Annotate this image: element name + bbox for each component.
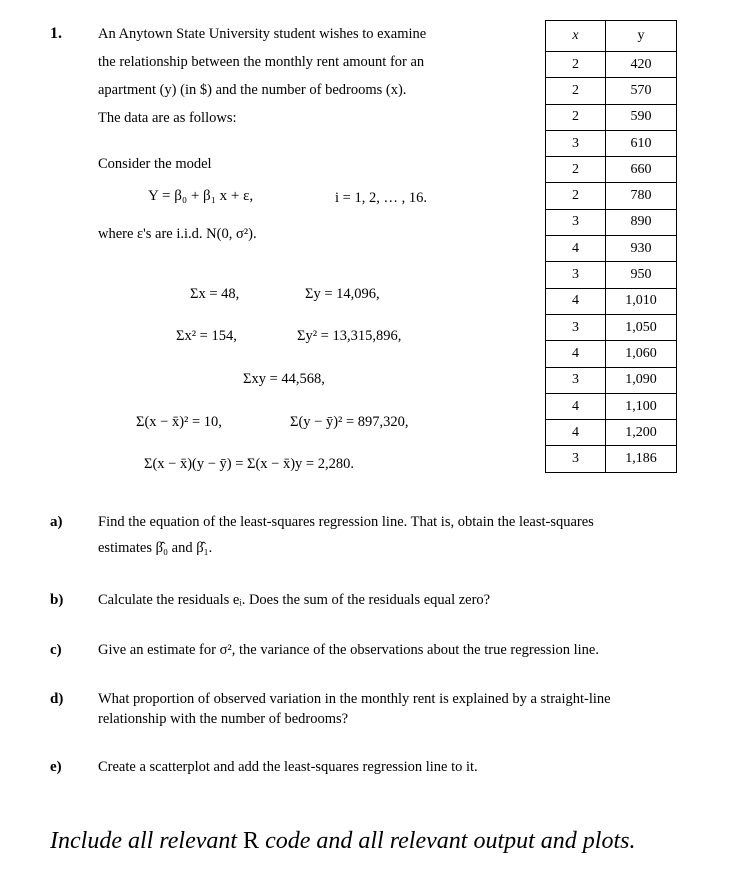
header-y: y bbox=[606, 21, 677, 52]
table-row bbox=[546, 446, 677, 472]
table-row bbox=[546, 209, 677, 235]
table-header-row bbox=[546, 21, 677, 52]
table-row bbox=[546, 104, 677, 130]
intro-line: The data are as follows: bbox=[98, 110, 237, 126]
cell-y: 1,090 bbox=[606, 367, 677, 393]
cell-y: 1,010 bbox=[606, 288, 677, 314]
table-row bbox=[546, 78, 677, 104]
cell-y: 420 bbox=[606, 52, 677, 78]
table-row bbox=[546, 393, 677, 419]
table-row bbox=[546, 341, 677, 367]
table-row bbox=[546, 367, 677, 393]
part-e-label: e) bbox=[50, 759, 62, 775]
cell-y: 930 bbox=[606, 236, 677, 262]
consider-text: Consider the model bbox=[98, 156, 212, 172]
cell-y: 1,100 bbox=[606, 393, 677, 419]
cell-y: 570 bbox=[606, 78, 677, 104]
part-a-text: Find the equation of the least-squares regression line. That is, obtain the least-squares bbox=[98, 514, 594, 530]
sum-y: Σy = 14,096, bbox=[305, 286, 380, 302]
cell-x: 4 bbox=[546, 393, 606, 419]
cell-x: 2 bbox=[546, 157, 606, 183]
cell-x: 3 bbox=[546, 446, 606, 472]
closing-instruction bbox=[50, 828, 635, 855]
cell-x: 4 bbox=[546, 420, 606, 446]
cell-x: 3 bbox=[546, 367, 606, 393]
cell-x: 3 bbox=[546, 130, 606, 156]
cell-x: 2 bbox=[546, 183, 606, 209]
cell-x: 3 bbox=[546, 314, 606, 340]
cell-y: 610 bbox=[606, 130, 677, 156]
part-d-text: relationship with the number of bedrooms? bbox=[98, 711, 349, 727]
cell-y: 590 bbox=[606, 104, 677, 130]
cell-x: 3 bbox=[546, 209, 606, 235]
closing-text-after: code and all relevant output and plots. bbox=[259, 828, 636, 854]
sum-xy: Σxy = 44,568, bbox=[243, 371, 325, 387]
syy: Σ(y − ȳ)² = 897,320, bbox=[290, 414, 409, 430]
cell-x: 2 bbox=[546, 104, 606, 130]
cell-x: 3 bbox=[546, 262, 606, 288]
index-range: i = 1, 2, … , 16. bbox=[335, 190, 427, 206]
intro-line: apartment (y) (in $) and the number of bedrooms (x). bbox=[98, 82, 407, 98]
intro-line: An Anytown State University student wishes to examine bbox=[98, 26, 427, 42]
table-row bbox=[546, 420, 677, 446]
cell-y: 1,200 bbox=[606, 420, 677, 446]
cell-x: 4 bbox=[546, 236, 606, 262]
cell-y: 1,050 bbox=[606, 314, 677, 340]
table-row bbox=[546, 262, 677, 288]
sum-y-squared: Σy² = 13,315,896, bbox=[297, 328, 402, 344]
table-row bbox=[546, 314, 677, 340]
cell-y: 950 bbox=[606, 262, 677, 288]
part-b-text: Calculate the residuals eᵢ. Does the sum of the residuals equal zero? bbox=[98, 592, 491, 608]
table-row bbox=[546, 288, 677, 314]
closing-text-before: Include all relevant bbox=[50, 828, 244, 854]
cell-y: 660 bbox=[606, 157, 677, 183]
closing-code-word: R bbox=[243, 828, 260, 854]
problem-number: 1. bbox=[50, 25, 62, 42]
sum-x-squared: Σx² = 154, bbox=[176, 328, 237, 344]
table-row bbox=[546, 52, 677, 78]
cell-x: 4 bbox=[546, 288, 606, 314]
part-e-text: Create a scatterplot and add the least-squares regression line to it. bbox=[98, 759, 478, 775]
table-row bbox=[546, 236, 677, 262]
cell-x: 2 bbox=[546, 52, 606, 78]
part-a-text: estimates β̂₀ and β̂₁. bbox=[98, 540, 213, 556]
part-b-label: b) bbox=[50, 592, 64, 608]
cell-y: 780 bbox=[606, 183, 677, 209]
header-x: x bbox=[546, 21, 606, 52]
sxx: Σ(x − x̄)² = 10, bbox=[136, 414, 222, 430]
cell-y: 890 bbox=[606, 209, 677, 235]
intro-line: the relationship between the monthly rent amount for an bbox=[98, 54, 425, 70]
part-a-label: a) bbox=[50, 514, 63, 530]
cell-x: 2 bbox=[546, 78, 606, 104]
part-d-text: What proportion of observed variation in the monthly rent is explained by a straight-line bbox=[98, 691, 611, 707]
cell-y: 1,186 bbox=[606, 446, 677, 472]
part-d-label: d) bbox=[50, 691, 64, 707]
table-row bbox=[546, 157, 677, 183]
cell-x: 4 bbox=[546, 341, 606, 367]
data-table bbox=[545, 20, 677, 473]
table-row bbox=[546, 183, 677, 209]
part-c-label: c) bbox=[50, 642, 62, 658]
table-row bbox=[546, 130, 677, 156]
error-assumption: where ε's are i.i.d. N(0, σ²). bbox=[98, 226, 257, 242]
part-c-text: Give an estimate for σ², the variance of the observations about the true regression line. bbox=[98, 642, 599, 658]
sum-x: Σx = 48, bbox=[190, 286, 240, 302]
model-equation: Y = β₀ + β₁ x + ε, bbox=[148, 188, 254, 204]
cell-y: 1,060 bbox=[606, 341, 677, 367]
sxy: Σ(x − x̄)(y − ȳ) = Σ(x − x̄)y = 2,280. bbox=[144, 456, 354, 472]
